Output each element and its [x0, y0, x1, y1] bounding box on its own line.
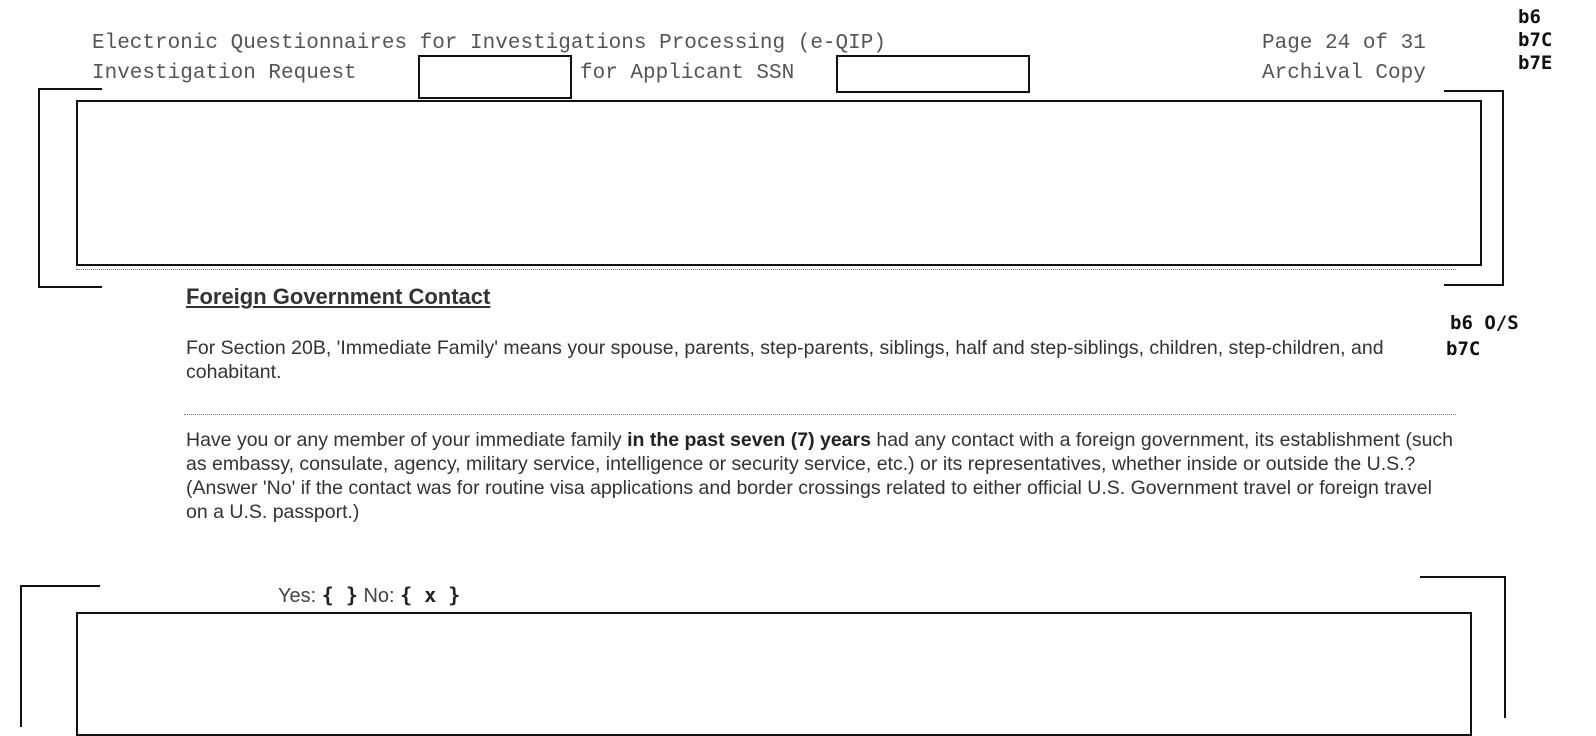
section-title: Foreign Government Contact: [186, 284, 491, 309]
foreign-contact-question: [186, 428, 1458, 524]
section-divider: [76, 269, 1456, 270]
applicant-ssn-label: for Applicant SSN: [580, 62, 795, 85]
exemption-code: b6 O/S: [1450, 312, 1519, 334]
question-text-emphasis: in the past seven (7) years: [627, 429, 871, 451]
immediate-family-definition: For Section 20B, 'Immediate Family' means your spouse, parents, step-parents, siblings, half and step-siblings, children, step-children, and cohabitant.: [186, 337, 1384, 383]
exemption-code: b7C: [1446, 338, 1481, 360]
answer-line: [278, 583, 460, 608]
exemption-code: b7C: [1518, 29, 1553, 51]
no-checkbox: { x }: [400, 583, 461, 607]
document-title: Electronic Questionnaires for Investigations Processing (e-QIP): [92, 32, 886, 55]
investigation-request-label: Investigation Request: [92, 62, 357, 85]
yes-label: Yes:: [278, 585, 317, 607]
redacted-block-top: [76, 100, 1482, 266]
no-label: No:: [363, 585, 395, 607]
yes-checkbox: { }: [321, 583, 358, 607]
question-divider: [184, 414, 1456, 415]
copy-type: Archival Copy: [1262, 62, 1426, 85]
question-text-end: had any contact with a foreign government, its establishment (such as embassy, consulate, agency, military service, intelligence or security service, etc.) or its representatives, whether inside or outside the U.S.? (Answer 'No' if the contact was for routine visa applications and border crossings related to either official U.S. Government travel or foreign travel on a U.S. passport.): [186, 429, 1454, 523]
exemption-code: b6: [1518, 6, 1541, 28]
question-text-start: Have you or any member of your immediate family: [186, 429, 628, 451]
redacted-request-number: [418, 55, 572, 99]
exemption-code: b7E: [1518, 52, 1553, 74]
redacted-applicant-ssn: [836, 55, 1030, 93]
redacted-block-bottom: [76, 612, 1472, 736]
page-number: Page 24 of 31: [1262, 32, 1426, 55]
exemption-codes-top: [1518, 6, 1552, 75]
exemption-codes-mid: [1448, 312, 1519, 361]
